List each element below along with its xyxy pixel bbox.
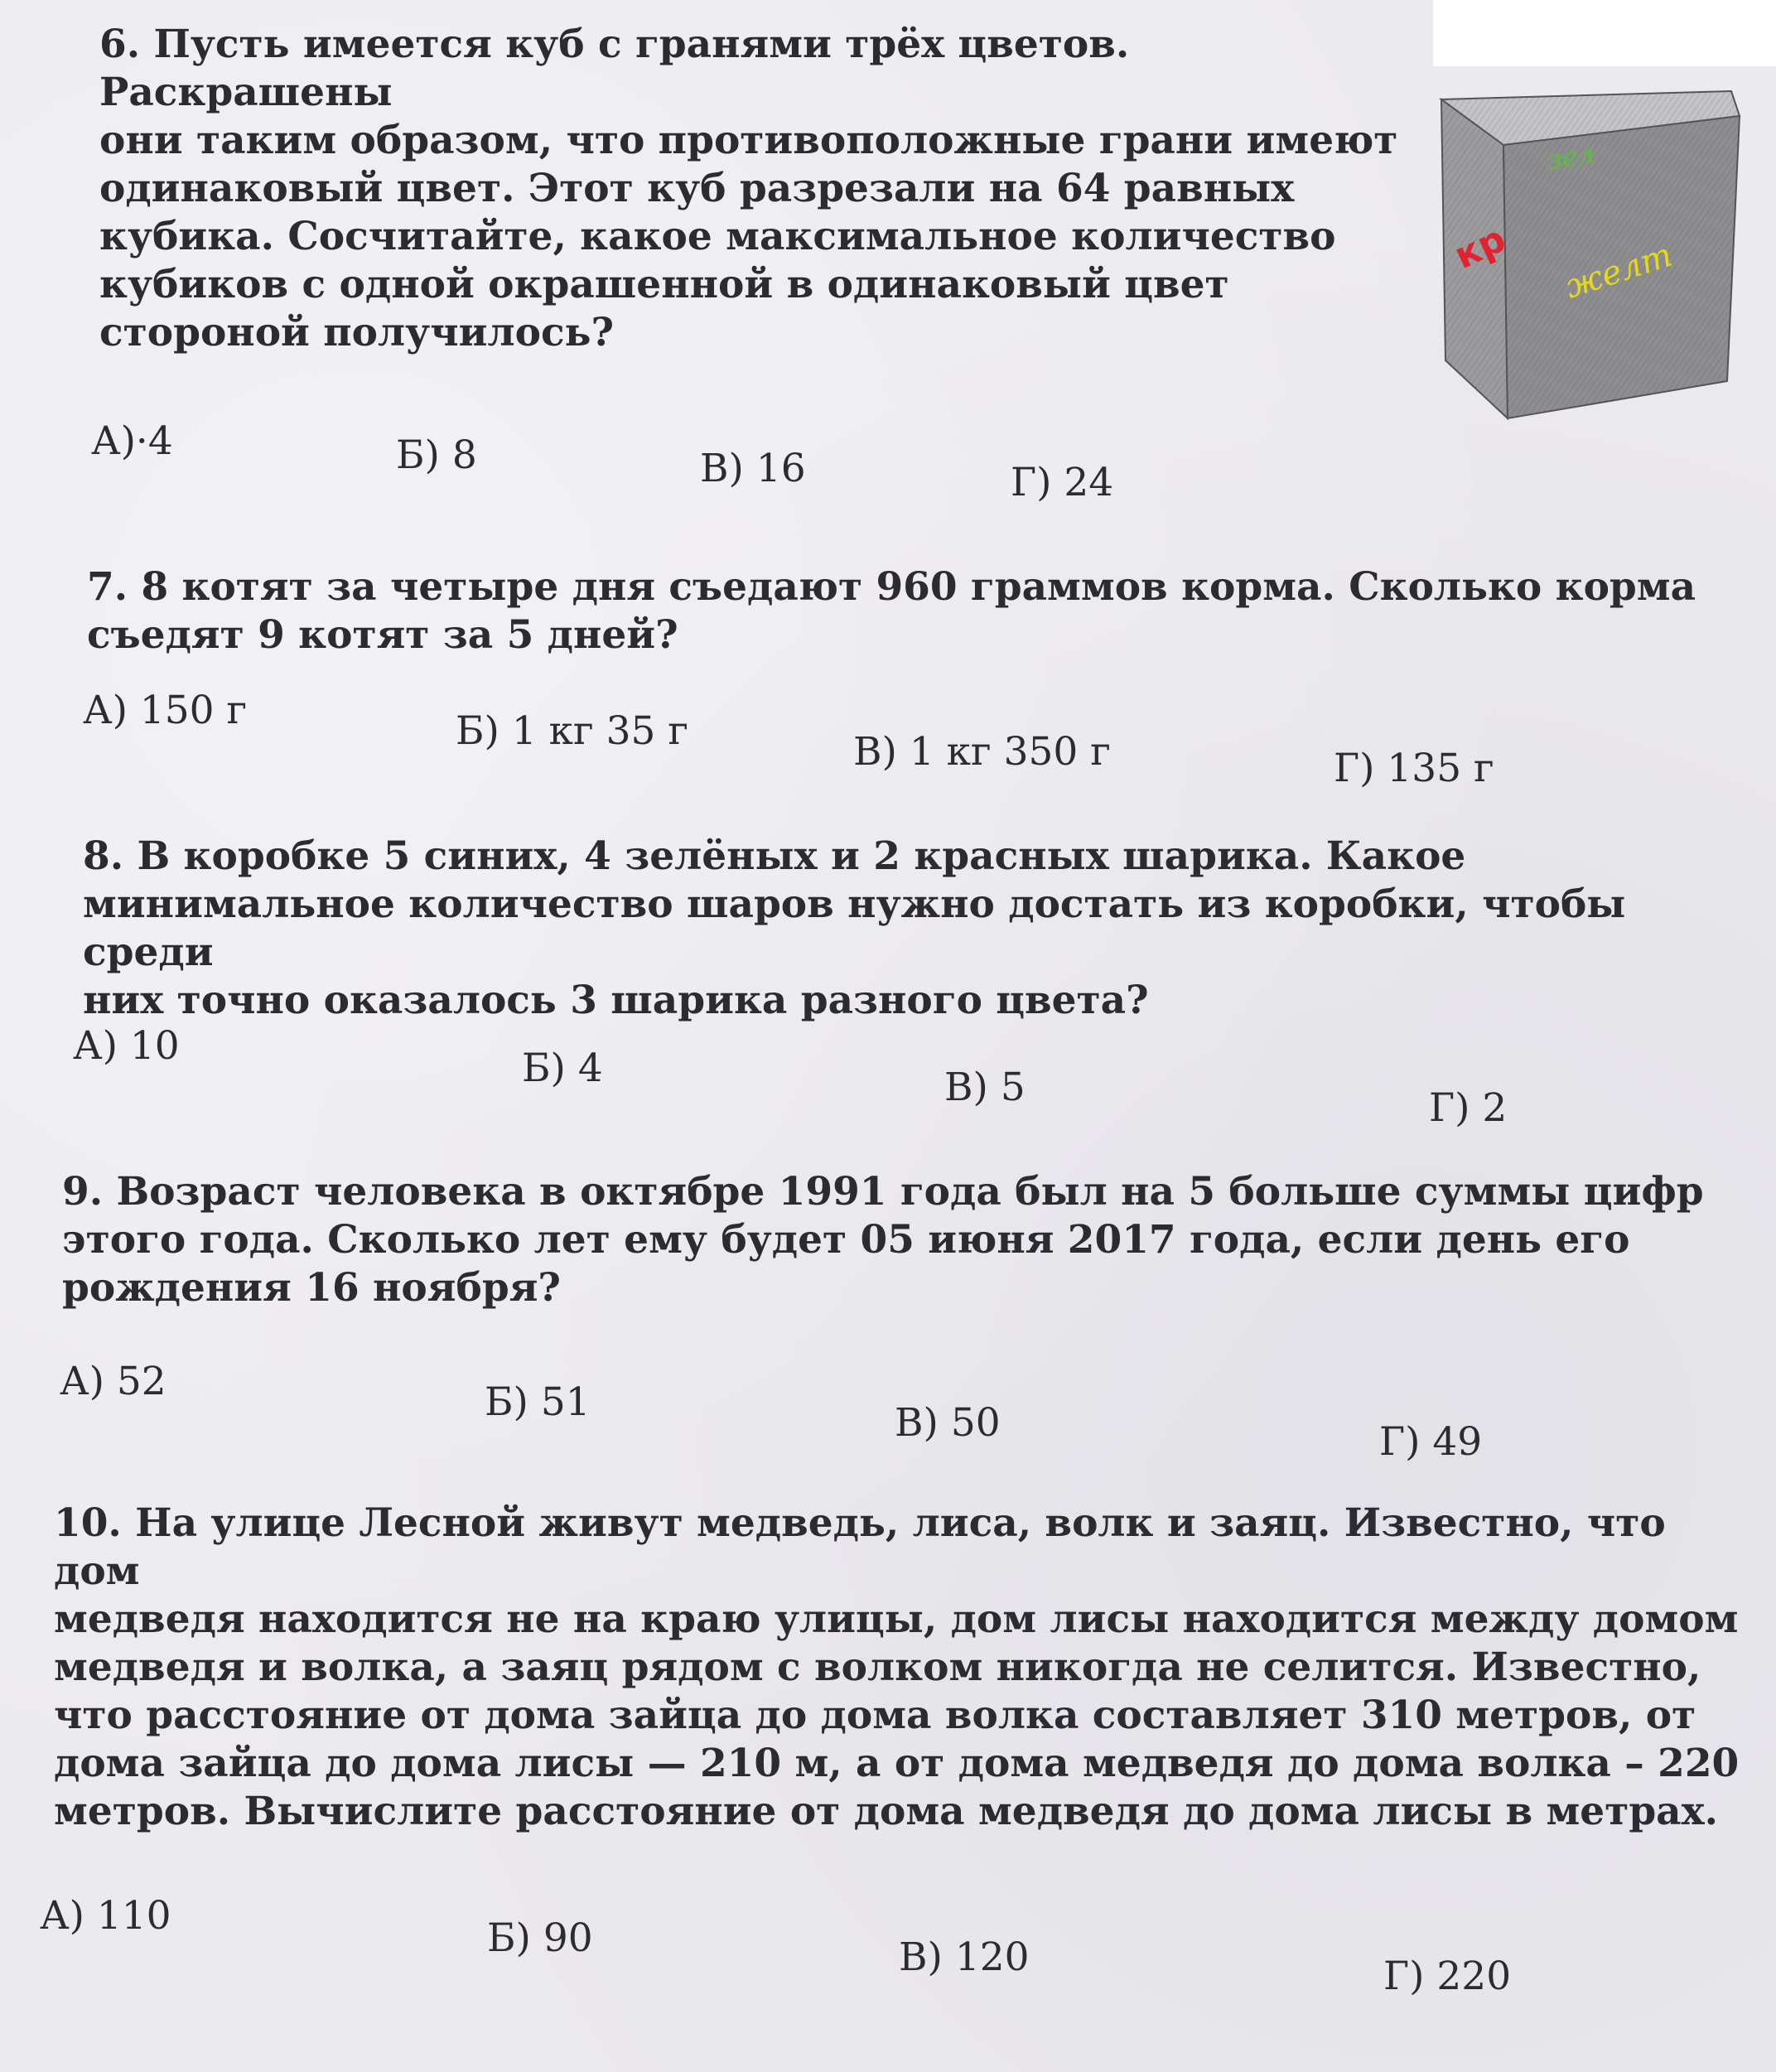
question-8 (83, 833, 1740, 1025)
cube-label-top: зел (1544, 137, 1597, 176)
answer-option[interactable]: Б) 4 (522, 1046, 603, 1091)
question-body: Возраст человека в октябре 1991 года был на 5 больше суммы цифр этого года. Сколько лет ему будет 05 июня 2017 года, если день его рождения 16 ноября? (62, 1169, 1704, 1311)
cube-label-front: кр (1448, 217, 1513, 278)
question-text (99, 21, 1425, 357)
answer-option[interactable]: Г) 24 (1011, 460, 1114, 505)
answer-option[interactable]: А)·4 (91, 418, 173, 464)
answer-option[interactable]: А) 52 (60, 1359, 166, 1404)
answer-option[interactable]: Г) 135 г (1334, 746, 1494, 791)
answer-option[interactable]: В) 5 (944, 1065, 1026, 1110)
answer-option[interactable]: А) 150 г (83, 688, 248, 733)
answer-option[interactable]: В) 16 (700, 446, 806, 491)
question-9 (62, 1168, 1744, 1312)
question-number: 10. (54, 1500, 122, 1546)
question-body: Пусть имеется куб с гранями трёх цветов. Раскрашены они таким образом, что противоположные грани имеют одинаковый цвет. Этот куб разрезали на 64 равных кубика. Сосчитайте, какое максимальное количество кубиков с одной окрашенной в одинаковый цвет стороной получилось? (99, 22, 1398, 355)
cube-illustration (1425, 87, 1756, 435)
question-body: 8 котят за четыре дня съедают 960 граммов корма. Сколько корма съедят 9 котят за 5 дней? (87, 564, 1696, 658)
answer-option[interactable]: Б) 51 (485, 1379, 591, 1425)
answer-option[interactable]: А) 10 (73, 1023, 180, 1069)
question-text (54, 1500, 1760, 1836)
answer-option[interactable]: В) 1 кг 350 г (853, 729, 1111, 775)
question-text (62, 1168, 1744, 1312)
answer-option[interactable]: Б) 1 кг 35 г (456, 708, 688, 754)
answer-option[interactable]: В) 120 (899, 1934, 1030, 1980)
cube-label-side: желт (1560, 235, 1677, 307)
answer-option[interactable]: Г) 220 (1383, 1954, 1512, 1999)
question-number: 9. (62, 1169, 104, 1215)
question-10 (54, 1500, 1760, 1836)
question-number: 8. (83, 833, 124, 879)
answer-option[interactable]: Б) 90 (487, 1915, 593, 1961)
question-text (83, 833, 1740, 1025)
answer-option[interactable]: Г) 2 (1429, 1085, 1508, 1131)
answer-option[interactable]: Б) 8 (396, 432, 477, 478)
question-body: В коробке 5 синих, 4 зелёных и 2 красных шарика. Какое минимальное количество шаров нужно достать из коробки, чтобы среди них точно оказалось 3 шарика разного цвета? (83, 833, 1626, 1023)
white-corner (1433, 0, 1776, 66)
question-6 (99, 21, 1425, 357)
answer-option[interactable]: В) 50 (895, 1400, 1001, 1446)
question-7 (87, 563, 1727, 659)
question-number: 7. (87, 564, 128, 610)
question-number: 6. (99, 22, 141, 67)
question-text (87, 563, 1727, 659)
answer-option[interactable]: Г) 49 (1379, 1419, 1483, 1465)
answer-option[interactable]: А) 110 (40, 1893, 171, 1939)
question-body: На улице Лесной живут медведь, лиса, волк и заяц. Известно, что дом медведя находится не на краю улицы, дом лисы находится между домом медведя и волка, а заяц рядом с волком никогда не селится. Известно, что расстояние от дома зайца до дома волка составляет 310 метров, от дома зайца до дома лисы — 210 м, а от дома медведя до дома волка – 220 метров. Вычислите расстояние от дома медведя до дома лисы в метрах. (54, 1500, 1740, 1834)
